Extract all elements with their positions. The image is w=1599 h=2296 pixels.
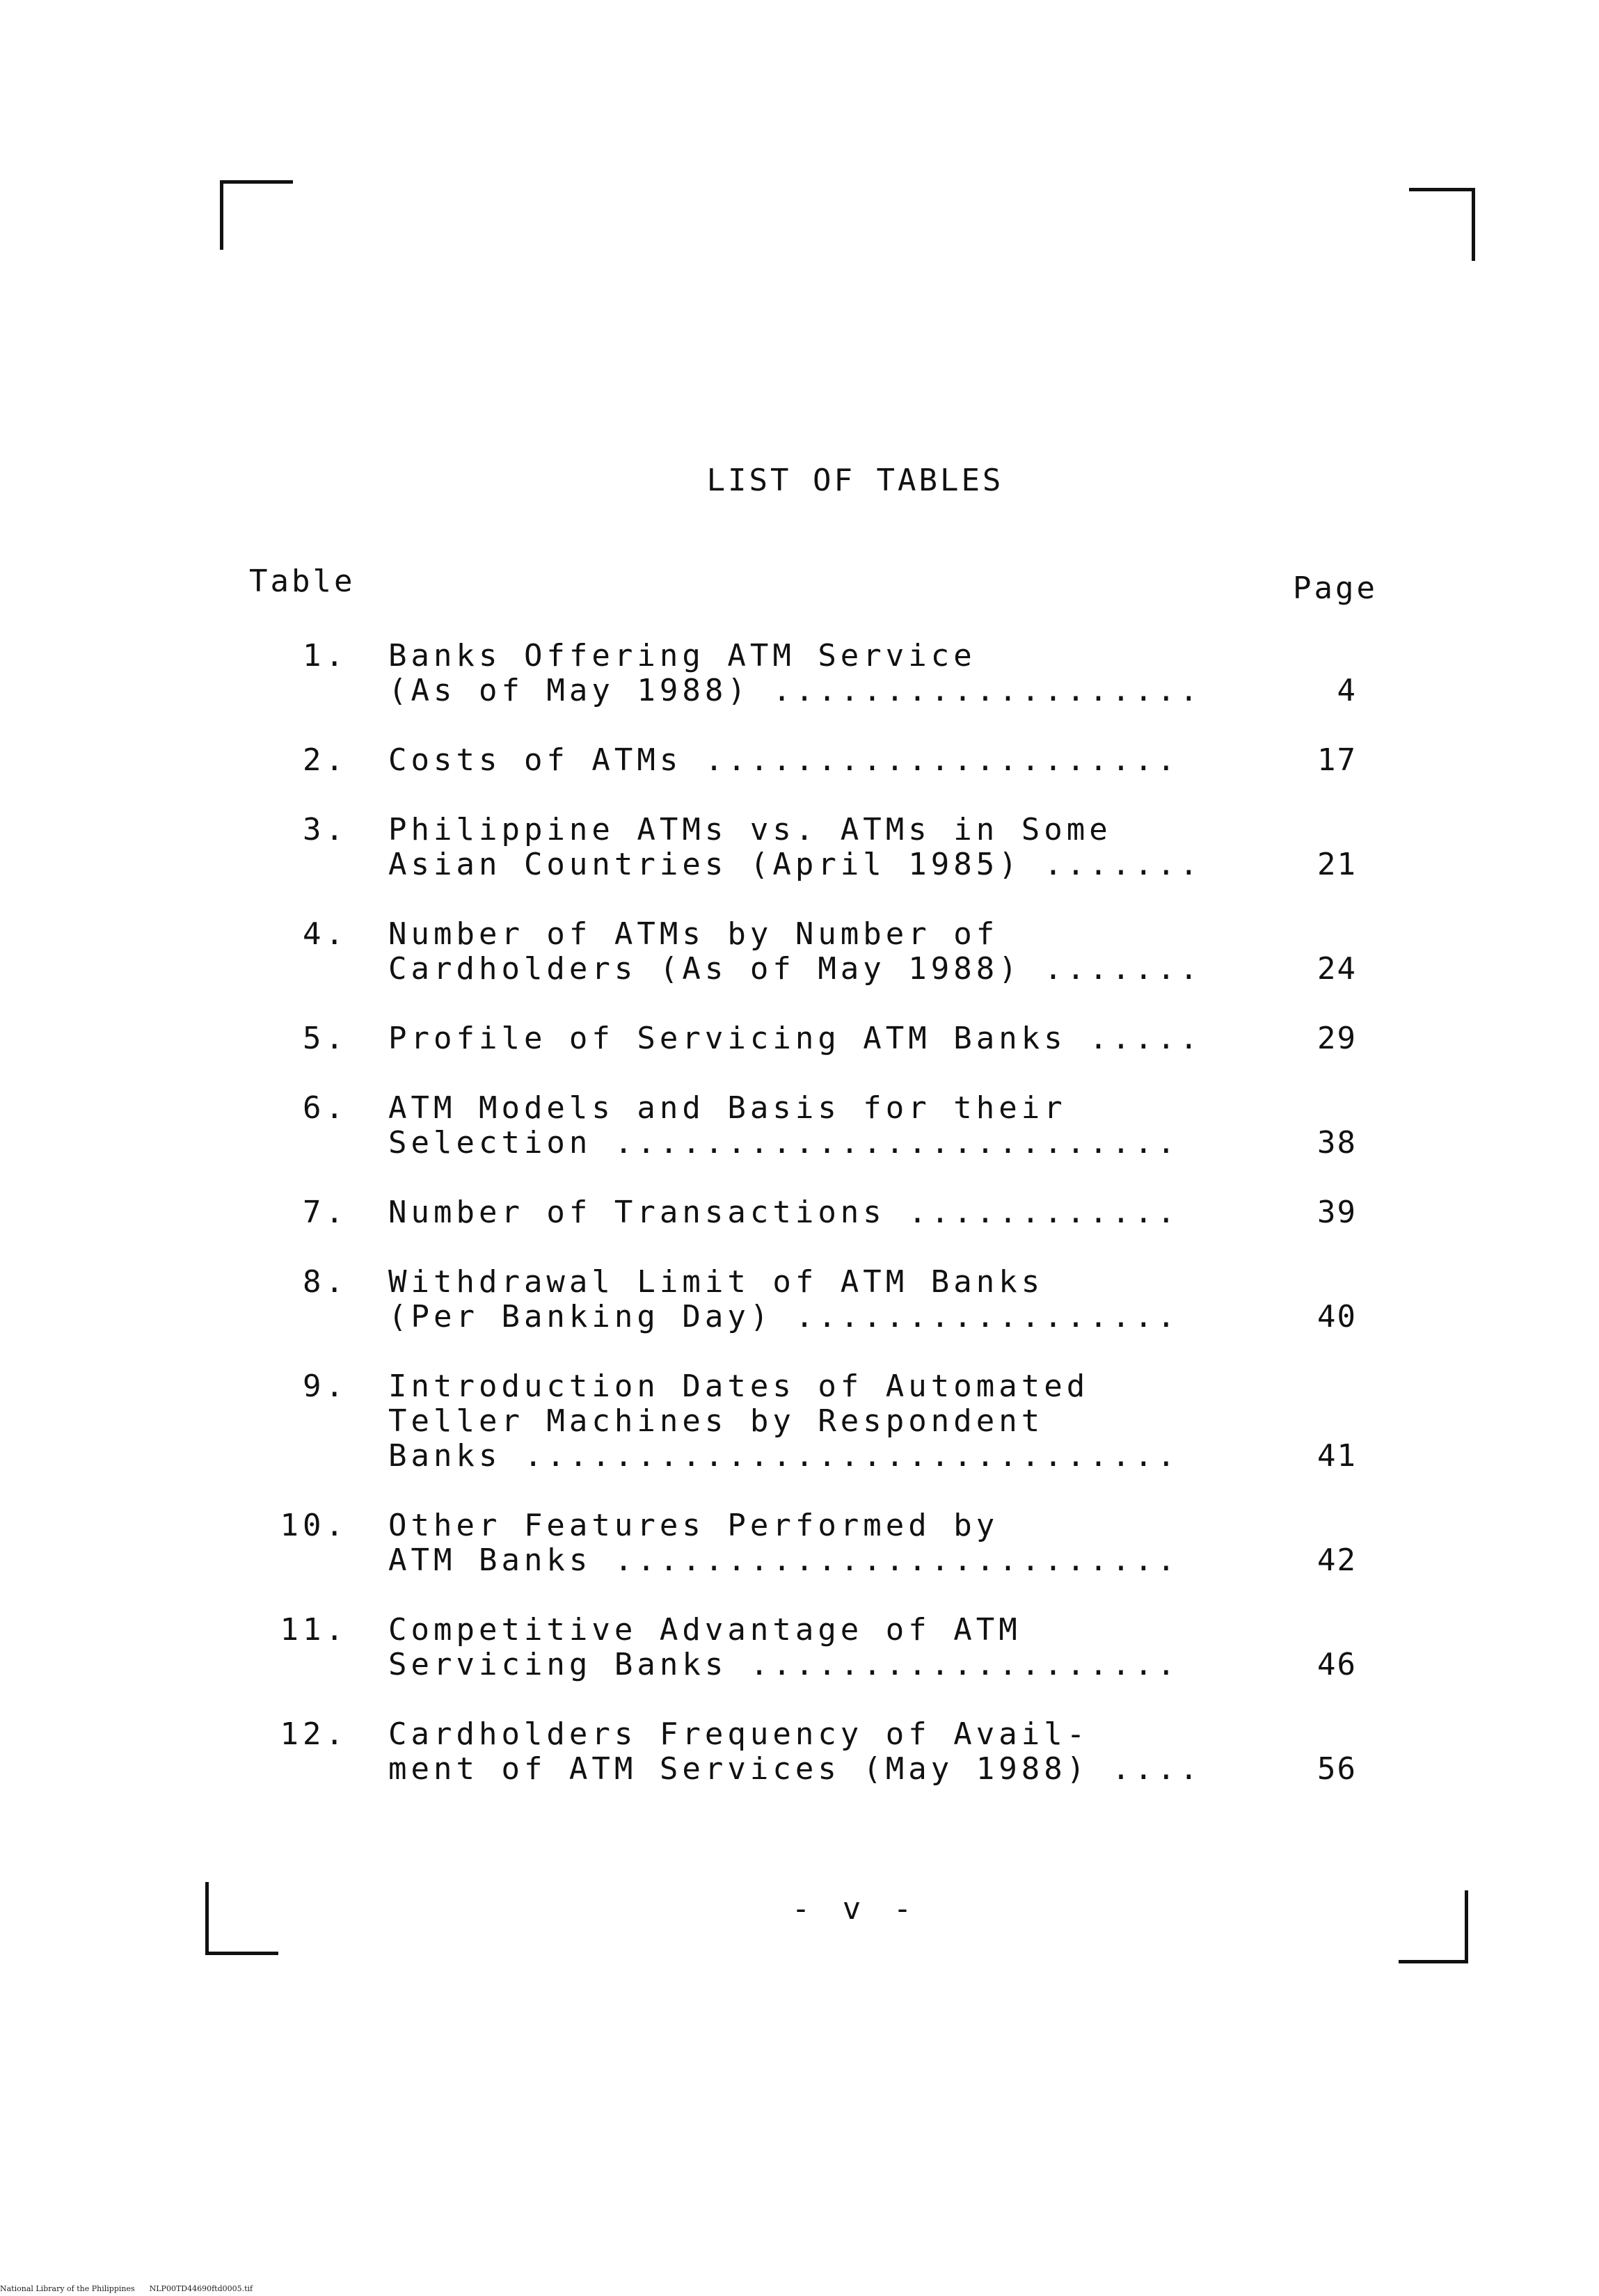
table-entry-title-line: Introduction Dates of Automated [388, 1369, 1090, 1404]
page-column-label: Page [1293, 571, 1378, 606]
table-entry-title-line: (As of May 1988) ................... [388, 673, 1202, 708]
table-entry-title-line: (Per Banking Day) ................. [388, 1299, 1180, 1334]
table-entry-number: 3. [303, 812, 348, 847]
table-entry-title-line: Servicing Banks ................... [388, 1647, 1180, 1682]
table-entry-title-line: Costs of ATMs ..................... [388, 742, 1180, 778]
table-entry-title-line: Cardholders Frequency of Avail- [388, 1716, 1090, 1752]
table-entry-page: 40 [1317, 1299, 1357, 1334]
table-entry-title-line: Selection ......................... [388, 1125, 1180, 1161]
table-entry-title [388, 638, 1202, 708]
table-entry-title [388, 1613, 1195, 1682]
table-entry-page: 29 [1317, 1021, 1357, 1056]
table-entry-title [388, 812, 1202, 882]
table-entry-title-line: ment of ATM Services (May 1988) .... [388, 1751, 1202, 1787]
table-entry-page: 17 [1317, 742, 1357, 778]
table-entry-page: 39 [1317, 1195, 1357, 1230]
table-entry-title-line: Teller Machines by Respondent [388, 1403, 1044, 1439]
table-entry-title [388, 1369, 1195, 1474]
page-number-footer: - v - [791, 1891, 919, 1927]
table-entry-title-line: Other Features Performed by [388, 1508, 999, 1543]
crop-mark-top-right [1409, 188, 1475, 261]
page-title: LIST OF TABLES [706, 463, 1004, 498]
table-entry-title [388, 1716, 1202, 1787]
table-entry-title-line: Banks ............................. [388, 1438, 1180, 1474]
table-entry-title-line: ATM Models and Basis for their [388, 1090, 1067, 1126]
table-entry-number: 5. [303, 1021, 348, 1056]
table-entry-title [388, 1091, 1195, 1161]
table-entry-title [388, 1508, 1195, 1578]
table-entry-number: 4. [303, 916, 348, 952]
table-entry-number: 9. [303, 1369, 348, 1404]
table-entry-number: 8. [303, 1264, 348, 1300]
table-entry-number: 2. [303, 742, 348, 778]
table-entry-title-line: Number of ATMs by Number of [388, 916, 999, 952]
table-entry-page: 46 [1317, 1647, 1357, 1682]
table-entry-number: 10. [280, 1508, 348, 1543]
table-entry-number: 12. [280, 1716, 348, 1752]
table-entry-title-line: Asian Countries (April 1985) ....... [388, 847, 1202, 882]
table-entry-title-line: ATM Banks ......................... [388, 1542, 1180, 1578]
table-entry-number: 7. [303, 1195, 348, 1230]
table-entry-title-line: Philippine ATMs vs. ATMs in Some [388, 812, 1112, 847]
table-entry-title [388, 1265, 1195, 1334]
table-entry-title-line: Withdrawal Limit of ATM Banks [388, 1264, 1044, 1300]
table-entry-page: 21 [1317, 847, 1357, 882]
table-entry-title [388, 1195, 1195, 1230]
table-entry-number: 11. [280, 1612, 348, 1648]
table-column-label: Table [249, 564, 356, 599]
table-entry-number: 1. [303, 638, 348, 673]
table-entry-page: 56 [1317, 1751, 1357, 1787]
table-entry-page: 42 [1317, 1542, 1357, 1578]
table-entry-page: 24 [1317, 951, 1357, 987]
table-entry-title [388, 916, 1202, 987]
table-entry-number: 6. [303, 1090, 348, 1126]
table-entry-title-line: Profile of Servicing ATM Banks ..... [388, 1021, 1202, 1056]
table-entry-title-line: Banks Offering ATM Service [388, 638, 976, 673]
table-entry-page: 38 [1317, 1125, 1357, 1161]
table-entry-title [388, 1021, 1202, 1056]
table-entry-title [388, 743, 1195, 778]
crop-mark-top-left [220, 180, 293, 250]
table-entry-title-line: Cardholders (As of May 1988) ....... [388, 951, 1202, 987]
table-entry-page: 41 [1317, 1438, 1357, 1474]
table-entry-page: 4 [1337, 673, 1357, 708]
table-entry-title-line: Competitive Advantage of ATM [388, 1612, 1021, 1648]
table-entry-title-line: Number of Transactions ............ [388, 1195, 1180, 1230]
scan-caption: National Library of the Philippines NLP00TD44690ftd0005.tif [0, 2284, 253, 2293]
